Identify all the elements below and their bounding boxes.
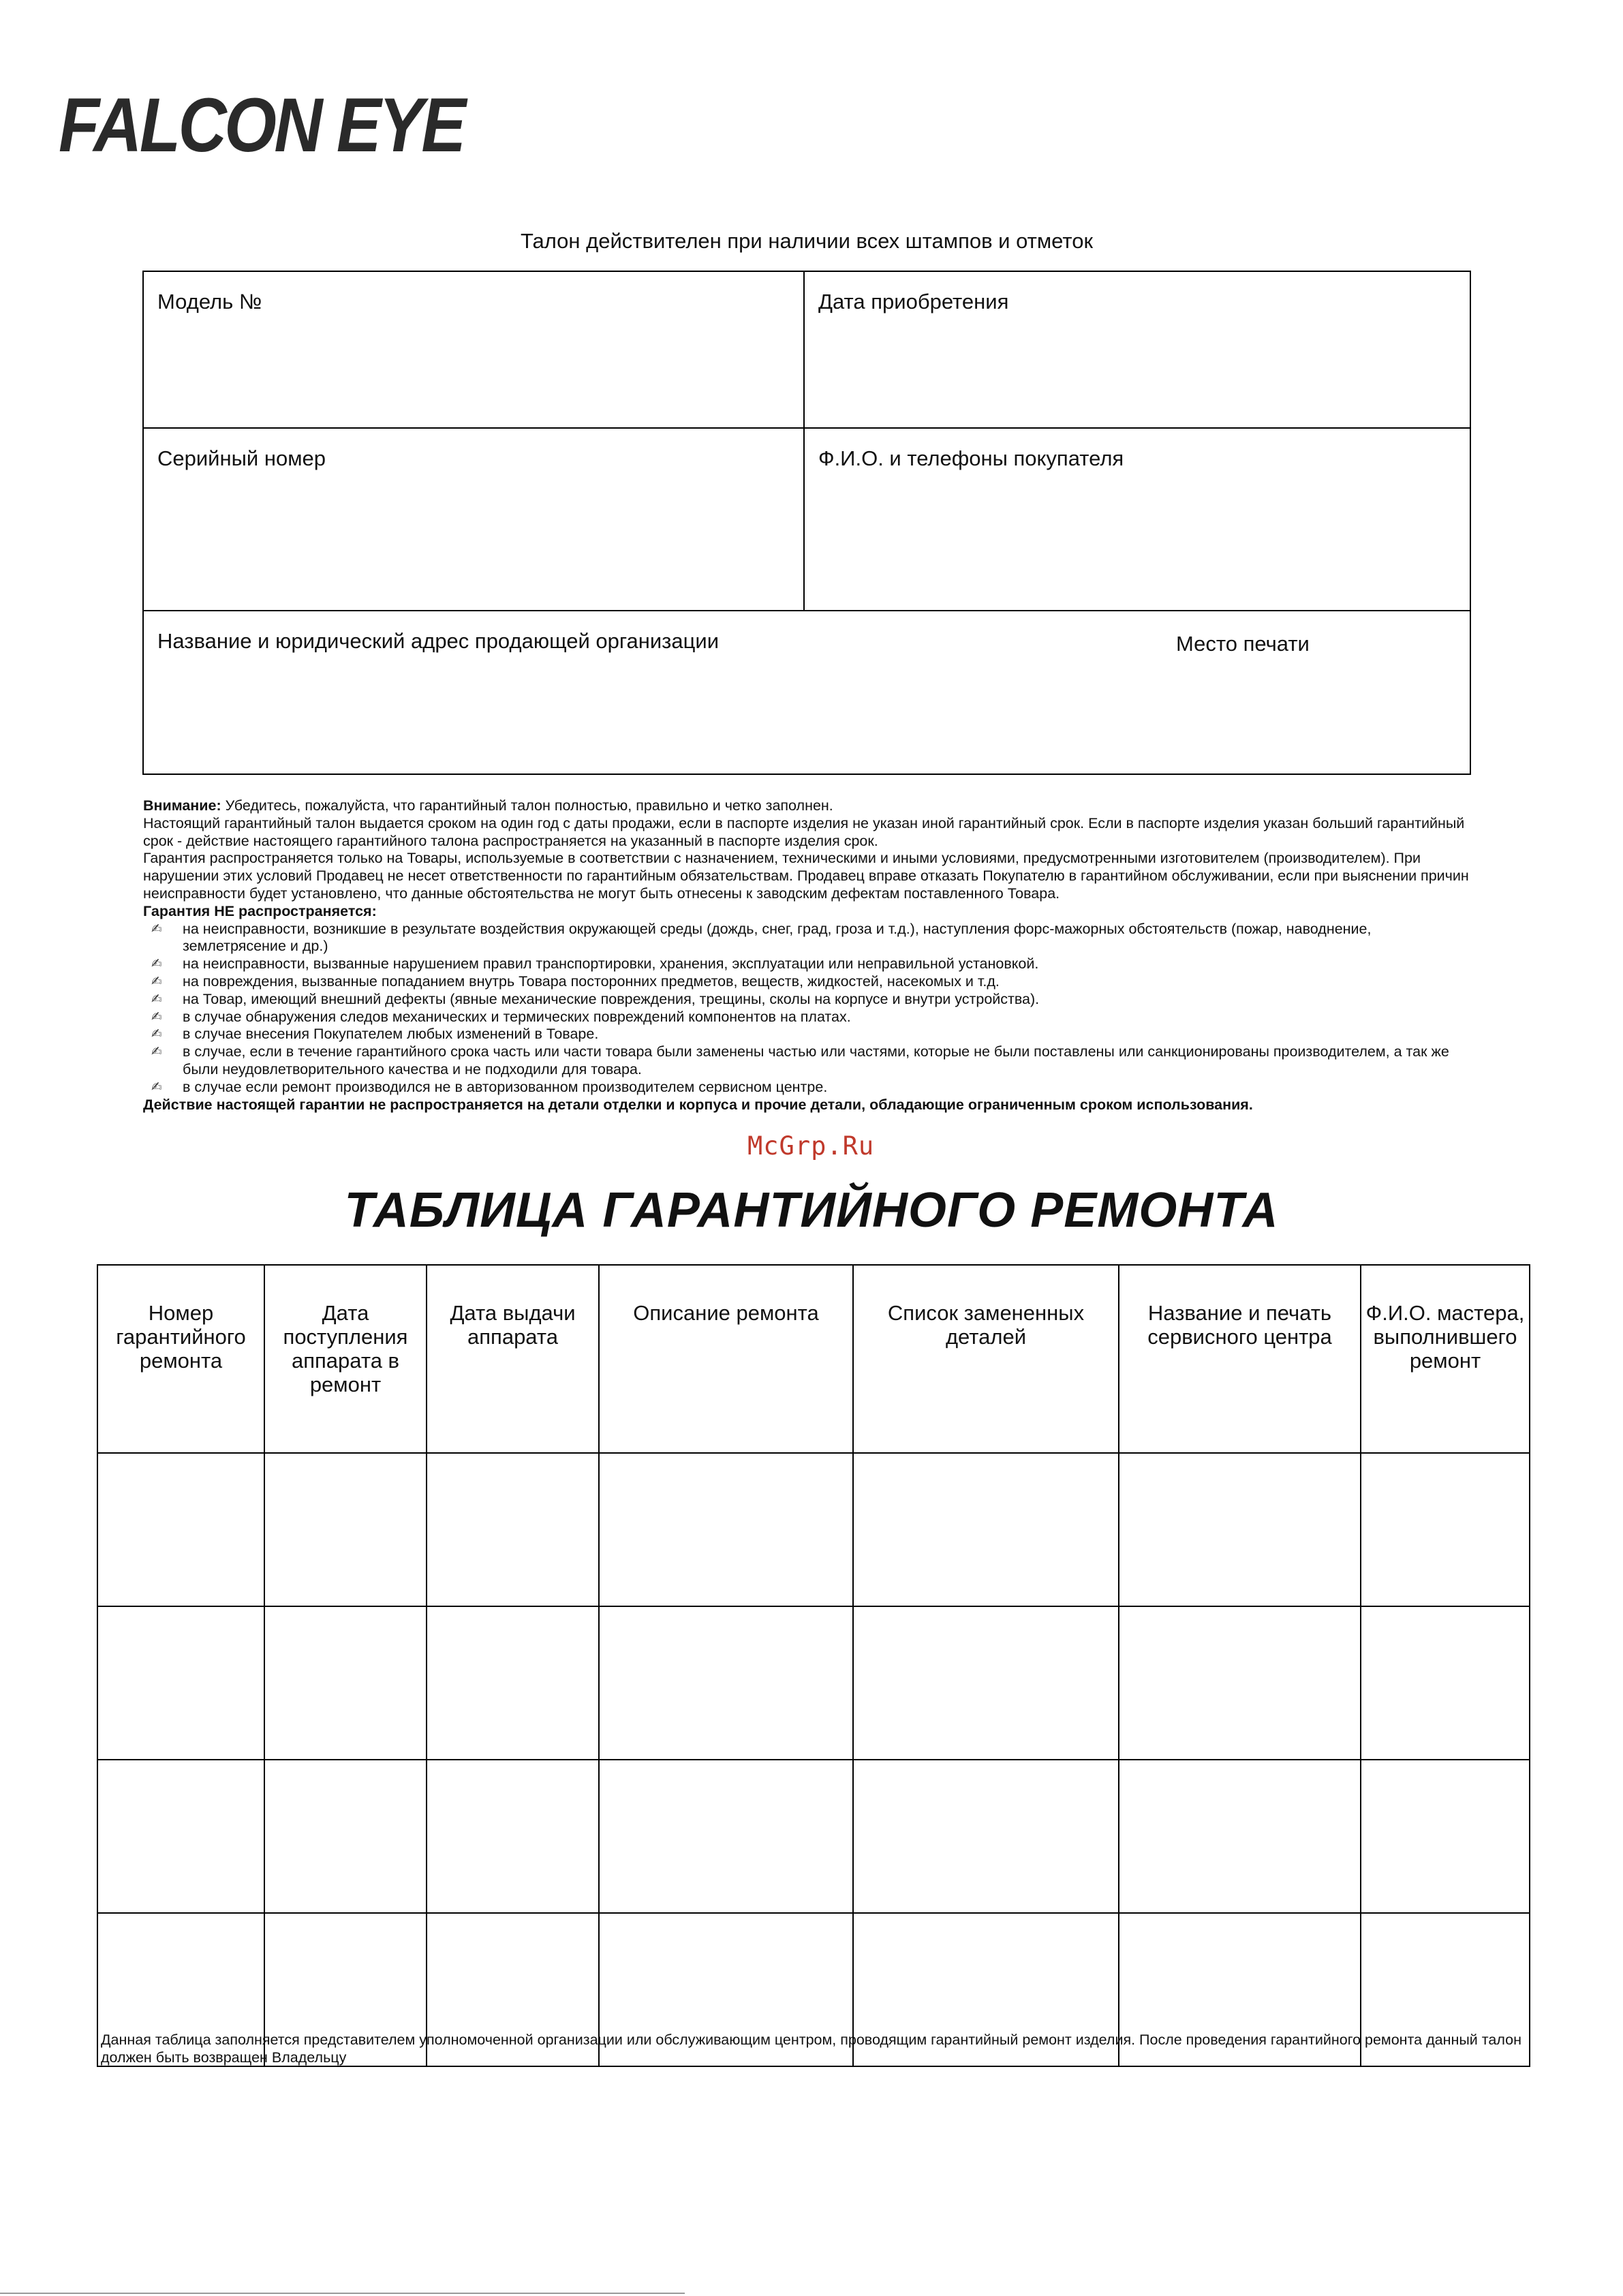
- purchase-date-field[interactable]: [805, 272, 1470, 429]
- header-technician: Ф.И.О. мастера, выполнившего ремонт: [1361, 1265, 1530, 1453]
- header-repair-number: Номер гарантийного ремонта: [97, 1265, 264, 1453]
- closing-note: Действие настоящей гарантии не распространяется на детали отделки и корпуса и прочие детали, обладающие ограниченным сроком использования.: [143, 1096, 1253, 1113]
- repair-table-header: [97, 1265, 1530, 1453]
- coupon-validity-note: Талон действителен при наличии всех штампов и отметок: [520, 229, 1094, 253]
- serial-number-label: Серийный номер: [157, 446, 326, 470]
- list-item: ✍ в случае внесения Покупателем любых изменений в Товаре.: [151, 1026, 599, 1043]
- table-cell[interactable]: [1361, 1606, 1530, 1760]
- table-cell[interactable]: [427, 1453, 599, 1606]
- table-cell[interactable]: [97, 1760, 264, 1913]
- pen-icon: ✍: [151, 1045, 162, 1060]
- table-cell[interactable]: [264, 1760, 427, 1913]
- buyer-field[interactable]: [805, 429, 1470, 611]
- table-cell[interactable]: [1361, 1453, 1530, 1606]
- header-return-date: Дата выдачи аппарата: [427, 1265, 599, 1453]
- pen-icon: ✍: [151, 1080, 162, 1095]
- pen-icon: ✍: [151, 957, 162, 972]
- pen-icon: ✍: [151, 974, 162, 989]
- table-row: [97, 1760, 1530, 1913]
- list-item: ✍ в случае обнаружения следов механических и термических повреждений компонентов на платах.: [151, 1008, 851, 1025]
- attention-bold: Внимание:: [143, 797, 221, 814]
- table-cell[interactable]: [853, 1606, 1119, 1760]
- table-cell[interactable]: [853, 1760, 1119, 1913]
- repair-table-footnote: Данная таблица заполняется представителем уполномоченной организации или обслуживающим центром, проводящим гарантийный ремонт изделия. После проведения гарантийного ремонта данный талон должен быть возвращен Владельцу: [101, 2032, 1521, 2066]
- table-cell[interactable]: [599, 1606, 853, 1760]
- table-cell[interactable]: [1119, 1606, 1361, 1760]
- pen-icon: ✍: [151, 992, 162, 1007]
- list-item: ✍ на неисправности, возникшие в результате воздействия окружающей среды (дождь, снег, град, гроза и т.д.), наступления форс-мажорных обстоятельств (пожар, наводнение, землетрясение и др.): [151, 920, 1372, 955]
- table-cell[interactable]: [97, 1453, 264, 1606]
- table-row: [97, 1606, 1530, 1760]
- list-item: ✍ в случае если ремонт производился не в авторизованном производителем сервисном центре.: [151, 1078, 828, 1095]
- stamp-place-label: Место печати: [1176, 632, 1310, 656]
- pen-icon: ✍: [151, 1027, 162, 1042]
- table-row: [97, 1453, 1530, 1606]
- table-cell[interactable]: [427, 1606, 599, 1760]
- pen-icon: ✍: [151, 921, 162, 936]
- model-label: Модель №: [157, 290, 262, 313]
- table-cell[interactable]: [264, 1453, 427, 1606]
- model-field[interactable]: [144, 272, 805, 429]
- buyer-label: Ф.И.О. и телефоны покупателя: [818, 446, 1124, 470]
- warranty-coupon: [142, 271, 1471, 775]
- serial-number-field[interactable]: [144, 429, 805, 611]
- table-cell[interactable]: [599, 1760, 853, 1913]
- repair-table-title: ТАБЛИЦА ГАРАНТИЙНОГО РЕМОНТА: [344, 1183, 1279, 1238]
- header-replaced-parts: Список замененных деталей: [853, 1265, 1119, 1453]
- notes-para-2: Гарантия распространяется только на Товары, используемые в соответствии с назначением, техническими и иными условиями, предусмотренными изготовителем (производителем). При нарушении этих условий Продавец не несет ответственности по гарантийным обязательствам. Продавец вправе отказать Покупателю в гарантийном обслуживании, если при выяснении причин неисправности будет установлено, что данные обстоятельства не могут быть отнесены к заводским дефектам поставленного Товара.: [143, 850, 1469, 902]
- attention-text: Убедитесь, пожалуйста, что гарантийный талон полностью, правильно и четко заполнен.: [221, 797, 833, 814]
- notes-para-1: Настоящий гарантийный талон выдается сроком на один год с даты продажи, если в паспорте изделия не указан иной гарантийный срок. Если в паспорте изделия указан больший гарантийный срок - действие настоящего гарантийного талона распространяется на указанный в паспорте изделия срок.: [143, 814, 1465, 849]
- not-covered-heading: Гарантия НЕ распространяется:: [143, 902, 377, 919]
- header-received-date: Дата поступления аппарата в ремонт: [264, 1265, 427, 1453]
- table-cell[interactable]: [1361, 1760, 1530, 1913]
- bottom-divider: [0, 2293, 685, 2294]
- watermark: McGrp.Ru: [747, 1131, 875, 1161]
- seller-label: Название и юридический адрес продающей организации: [157, 629, 720, 653]
- table-cell[interactable]: [853, 1453, 1119, 1606]
- warranty-notes: [143, 797, 1479, 1114]
- repair-table: [97, 1264, 1530, 2067]
- table-cell[interactable]: [264, 1606, 427, 1760]
- table-cell[interactable]: [1119, 1760, 1361, 1913]
- table-cell[interactable]: [599, 1453, 853, 1606]
- header-service-center: Название и печать сервисного центра: [1119, 1265, 1361, 1453]
- not-covered-list: [143, 921, 1479, 1097]
- attention-line: [143, 797, 1479, 815]
- list-item: ✍ на повреждения, вызванные попаданием внутрь Товара посторонних предметов, веществ, жидкостей, насекомых и т.д.: [151, 973, 1000, 990]
- table-cell[interactable]: [1119, 1453, 1361, 1606]
- list-item: ✍ в случае, если в течение гарантийного срока часть или части товара были заменены частью или частями, которые не были поставлены или санкционированы производителем, а так же были неудовлетворительного качества и не подходили для товара.: [151, 1043, 1449, 1077]
- falcon-eye-logo: FALCON EYE: [59, 82, 464, 168]
- purchase-date-label: Дата приобретения: [818, 290, 1009, 313]
- list-item: ✍ на Товар, имеющий внешний дефекты (явные механические повреждения, трещины, сколы на корпусе и внутри устройства).: [151, 990, 1040, 1007]
- header-repair-description: Описание ремонта: [599, 1265, 853, 1453]
- table-cell[interactable]: [427, 1760, 599, 1913]
- table-cell[interactable]: [97, 1606, 264, 1760]
- list-item: ✍ на неисправности, вызванные нарушением правил транспортировки, хранения, эксплуатации или неправильной установкой.: [151, 955, 1039, 973]
- pen-icon: ✍: [151, 1009, 162, 1024]
